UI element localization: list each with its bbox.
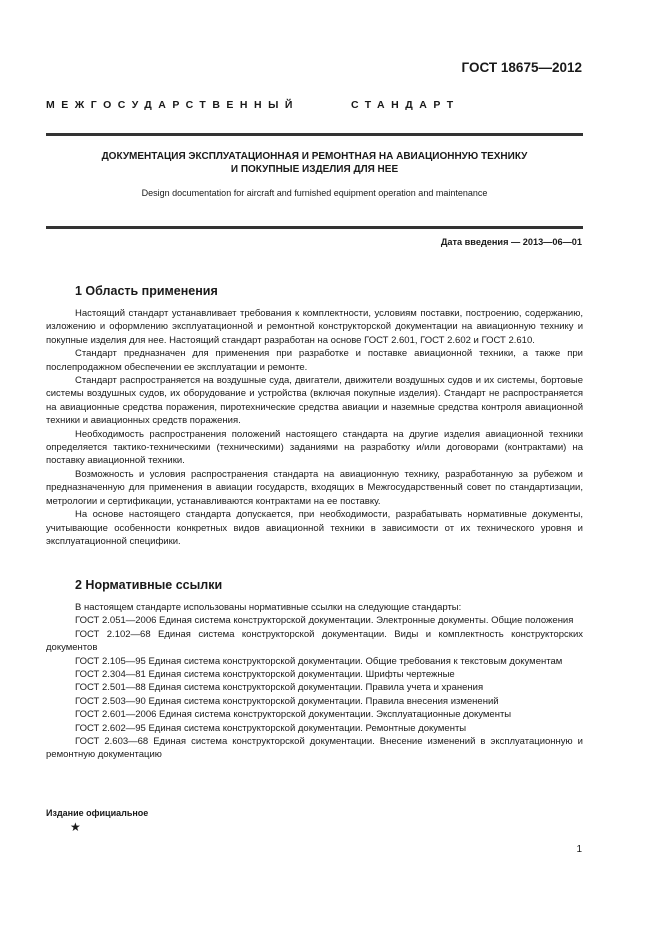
paragraph: Стандарт распространяется на воздушные суда, двигатели, движители воздушных судов и их системы, бортовые системы воздушных судов, их оборудование и устройства (включая покупные изделия). Стандарт не распространяется на авиационные средства поражения, пиротехнические средства авиации и наземные средства контроля авиационной техники и авиационных средств поражения. [46, 375, 583, 427]
introduction-date: Дата введения — 2013—06—01 [440, 237, 582, 247]
title-line-1: ДОКУМЕНТАЦИЯ ЭКСПЛУАТАЦИОННАЯ И РЕМОНТНАЯ НА АВИАЦИОННУЮ ТЕХНИКУ [101, 151, 528, 162]
interstate-standard-banner [46, 99, 583, 111]
section-1-body [46, 307, 583, 548]
gost-number: ГОСТ 18675—2012 [461, 60, 582, 75]
section-2-body [46, 601, 583, 762]
interstate-left-word: МЕЖГОСУДАРСТВЕННЫЙ [46, 99, 299, 111]
reference-item: ГОСТ 2.304—81 Единая система конструкторской документации. Шрифты чертежные [75, 669, 455, 681]
title-line-2: И ПОКУПНЫЕ ИЗДЕЛИЯ ДЛЯ НЕЕ [230, 163, 399, 175]
paragraph: Стандарт предназначен для применения при разработке и поставке авиационной техники, а также при послепродажном обеспечении ее эксплуатации и ремонте. [46, 348, 583, 373]
interstate-right-word: СТАНДАРТ [350, 99, 460, 111]
reference-item: ГОСТ 2.051—2006 Единая система конструкторской документации. Электронные документы. Общие положения [75, 615, 574, 627]
reference-item: ГОСТ 2.105—95 Единая система конструкторской документации. Общие требования к текстовым документам [75, 655, 563, 667]
references-intro: В настоящем стандарте использованы нормативные ссылки на следующие стандарты: [75, 602, 462, 613]
paragraph: На основе настоящего стандарта допускается, при необходимости, разрабатывать нормативные документы, учитывающие особенности конкретных видов авиационной техники в зависимости от их технического уровня и эксплуатационной специфики. [46, 509, 583, 547]
official-edition-label: Издание официальное [46, 808, 149, 818]
section-1-heading: 1 Область применения [75, 284, 218, 298]
bottom-rule [46, 226, 583, 229]
top-rule [46, 133, 583, 136]
reference-item: ГОСТ 2.503—90 Единая система конструкторской документации. Правила внесения изменений [75, 695, 499, 707]
section-2-heading: 2 Нормативные ссылки [75, 578, 223, 592]
page-number: 1 [576, 844, 582, 855]
document-title [46, 151, 583, 176]
reference-item: ГОСТ 2.501—88 Единая система конструкторской документации. Правила учета и хранения [75, 682, 484, 694]
paragraph: Настоящий стандарт устанавливает требования к комплектности, условиям поставки, построению, содержанию, изложению и оформлению эксплуатационной и ремонтной конструкторской документации на авиационную технику и покупные изделия для нее. Настоящий стандарт разработан на основе ГОСТ 2.601, ГОСТ 2.602 и ГОСТ 2.610. [46, 308, 583, 346]
reference-item: ГОСТ 2.603—68 Единая система конструкторской документации. Внесение изменений в эксплуатационную и ремонтную документацию [46, 736, 583, 761]
reference-item: ГОСТ 2.102—68 Единая система конструкторской документации. Виды и комплектность конструкторских документов [46, 628, 583, 654]
english-title: Design documentation for aircraft and furnished equipment operation and maintenance [141, 188, 488, 198]
paragraph: Необходимость распространения положений настоящего стандарта на другие изделия авиационной техники определяется тактико-техническими (техническими) заданиями на разработку и/или договорами (контрактами) на поставку авиационной техники. [46, 428, 583, 467]
star-icon: ★ [70, 820, 81, 834]
reference-item: ГОСТ 2.602—95 Единая система конструкторской документации. Ремонтные документы [75, 722, 467, 734]
reference-item: ГОСТ 2.601—2006 Единая система конструкторской документации. Эксплуатационные документы [75, 709, 512, 721]
paragraph: Возможность и условия распространения стандарта на авиационную технику, разработанную за рубежом и предназначенную для применения в авиации государств, входящих в Межгосударственный совет по стандартизации, метрологии и сертификации, устанавливаются контрактами на ее поставку. [46, 468, 583, 507]
